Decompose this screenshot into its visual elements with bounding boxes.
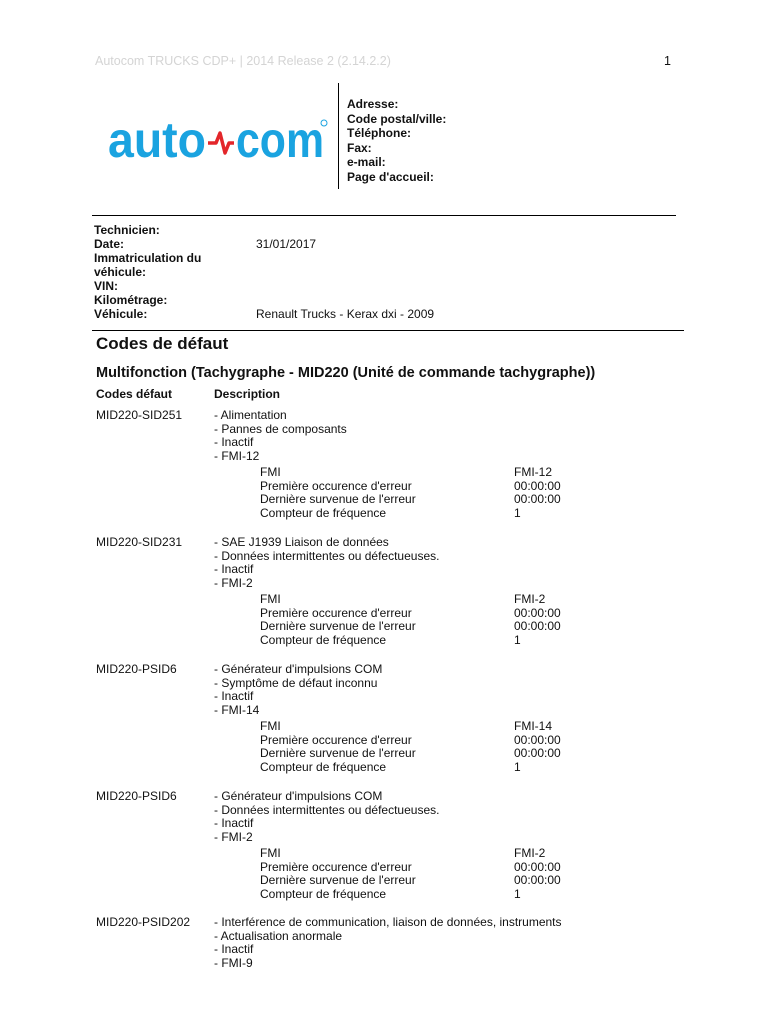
description-line: - Symptôme de défaut inconnu <box>214 675 378 690</box>
detail-value: 00:00:00 <box>514 746 561 760</box>
detail-label: Compteur de fréquence <box>260 886 387 901</box>
detail-value: FMI-2 <box>514 592 546 606</box>
description-line: - Générateur d'impulsions COM <box>214 789 383 803</box>
detail-value: 1 <box>514 505 521 520</box>
fault-code: MID220-PSID6 <box>96 662 177 676</box>
detail-value: 00:00:00 <box>514 859 561 874</box>
fault-details <box>260 466 620 520</box>
detail-label: Dernière survenue de l'erreur <box>260 619 416 633</box>
fault-code: MID220-SID231 <box>96 535 183 549</box>
postal-city-label: Code postal/ville: <box>347 111 447 126</box>
address-block <box>347 97 446 184</box>
detail-value: 00:00:00 <box>514 492 561 506</box>
description-line: - FMI-2 <box>214 575 253 590</box>
detail-label: Dernière survenue de l'erreur <box>260 492 416 506</box>
description-line: - Données intermittentes ou défectueuses. <box>214 548 440 563</box>
detail-value: 1 <box>514 759 521 774</box>
homepage-label: Page d'accueil: <box>347 169 434 184</box>
svg-text:auto: auto <box>108 112 206 168</box>
info-label: Immatriculation du <box>94 251 202 265</box>
detail-value: 00:00:00 <box>514 732 561 747</box>
description-line: - Données intermittentes ou défectueuses. <box>214 802 440 817</box>
info-label: Date: <box>94 237 125 251</box>
fault-description <box>214 916 562 970</box>
info-label: véhicule: <box>94 265 147 279</box>
detail-value: 00:00:00 <box>514 619 561 633</box>
fault-details <box>260 593 620 647</box>
detail-label: FMI <box>260 846 281 860</box>
description-line: - Pannes de composants <box>214 421 347 436</box>
fault-description <box>214 663 382 717</box>
detail-value: 1 <box>514 632 521 647</box>
fault-description <box>214 536 439 590</box>
detail-value: 00:00:00 <box>514 873 561 887</box>
description-line: - Inactif <box>214 942 254 956</box>
detail-label: Compteur de fréquence <box>260 759 387 774</box>
info-label: Technicien: <box>94 223 160 237</box>
info-value: Renault Trucks - Kerax dxi - 2009 <box>256 307 435 321</box>
description-line: - FMI-14 <box>214 702 260 717</box>
column-header-description: Description <box>214 387 281 401</box>
detail-label: Dernière survenue de l'erreur <box>260 873 416 887</box>
email-label: e-mail: <box>347 155 386 169</box>
detail-label: Dernière survenue de l'erreur <box>260 746 416 760</box>
description-line: - Inactif <box>214 435 254 449</box>
fax-label: Fax: <box>347 140 372 155</box>
document-header-title: Autocom TRUCKS CDP+ | 2014 Release 2 (2.14.2.2) <box>95 54 391 68</box>
fault-details <box>260 847 620 901</box>
detail-value: 00:00:00 <box>514 605 561 620</box>
fault-description <box>214 790 439 844</box>
info-label: Kilométrage: <box>94 293 168 307</box>
description-line: - Alimentation <box>214 408 287 422</box>
detail-label: Première occurence d'erreur <box>260 478 412 493</box>
detail-value: 1 <box>514 886 521 901</box>
detail-value: FMI-12 <box>514 465 553 479</box>
header-divider <box>338 83 339 189</box>
description-line: - Générateur d'impulsions COM <box>214 662 383 676</box>
description-line: - Actualisation anormale <box>214 928 343 943</box>
description-line: - SAE J1939 Liaison de données <box>214 535 389 549</box>
page-number: 1 <box>664 54 671 68</box>
phone-label: Téléphone: <box>347 126 412 140</box>
detail-label: Compteur de fréquence <box>260 505 387 520</box>
detail-label: Compteur de fréquence <box>260 632 387 647</box>
vehicle-info <box>94 223 434 321</box>
subsection-title: Multifonction (Tachygraphe - MID220 (Unité de commande tachygraphe)) <box>96 365 596 381</box>
description-line: - Inactif <box>214 562 254 576</box>
column-header-code: Codes défaut <box>96 387 173 401</box>
detail-label: FMI <box>260 465 281 479</box>
info-value: 31/01/2017 <box>256 237 317 251</box>
fault-details <box>260 720 620 774</box>
fault-code: MID220-PSID202 <box>96 915 191 929</box>
description-line: - Inactif <box>214 689 254 703</box>
detail-value: FMI-14 <box>514 719 553 733</box>
detail-label: FMI <box>260 592 281 606</box>
divider-top <box>92 215 676 216</box>
fault-code: MID220-PSID6 <box>96 789 177 803</box>
info-label: VIN: <box>94 279 118 293</box>
address-label: Adresse: <box>347 97 399 111</box>
description-line: - Inactif <box>214 816 254 830</box>
detail-value: FMI-2 <box>514 846 546 860</box>
description-line: - FMI-9 <box>214 955 253 970</box>
description-line: - Interférence de communication, liaison de données, instruments <box>214 915 562 929</box>
section-title: Codes de défaut <box>96 334 229 353</box>
detail-label: Première occurence d'erreur <box>260 732 412 747</box>
detail-value: 00:00:00 <box>514 478 561 493</box>
svg-text:com: com <box>236 112 324 168</box>
detail-label: Première occurence d'erreur <box>260 605 412 620</box>
description-line: - FMI-2 <box>214 829 253 844</box>
info-label: Véhicule: <box>94 307 148 321</box>
autocom-logo <box>108 112 328 168</box>
divider-bottom <box>92 330 684 331</box>
detail-label: Première occurence d'erreur <box>260 859 412 874</box>
description-line: - FMI-12 <box>214 448 260 463</box>
detail-label: FMI <box>260 719 281 733</box>
fault-description <box>214 409 347 463</box>
fault-code: MID220-SID251 <box>96 408 183 422</box>
